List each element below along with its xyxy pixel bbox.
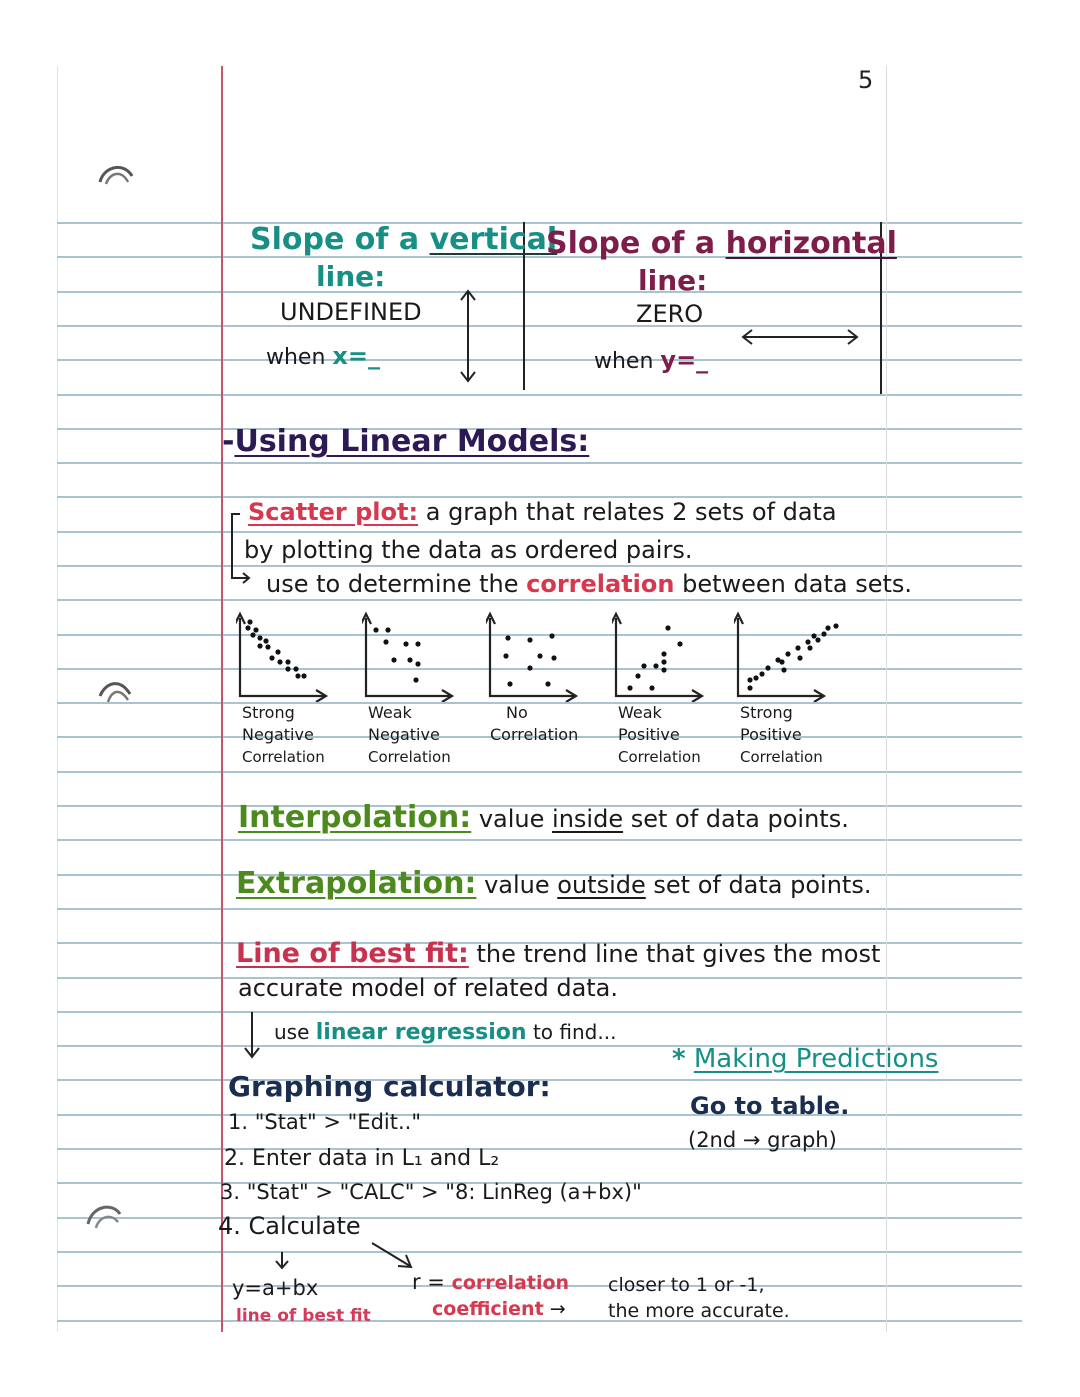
predictions-line1: Go to table. [690, 1092, 850, 1120]
horizontal-double-arrow-icon [740, 326, 860, 348]
r-note-line2: the more accurate. [608, 1300, 790, 1322]
ruled-line [57, 1320, 1022, 1322]
extrapolation-def-suffix: set of data points. [645, 871, 872, 899]
scatter-plot-label-line: Correlation [368, 748, 451, 766]
ruled-line [57, 839, 1022, 841]
scatter-plot-label-line: Correlation [242, 748, 325, 766]
extrapolation-term: Extrapolation: [236, 866, 477, 901]
scatter-plot-sketch [486, 606, 596, 702]
ruled-line [57, 325, 1022, 327]
diagonal-arrow-icon [370, 1240, 414, 1270]
ruled-line [57, 291, 1022, 293]
scatter-plot-label-line: Negative [368, 725, 440, 744]
scatter-plot-label-line: Positive [740, 725, 802, 744]
down-arrow-icon [272, 1250, 292, 1270]
ruled-line [57, 565, 1022, 567]
scatter-definition-line1 [248, 498, 837, 526]
vertical-double-arrow-icon [456, 288, 480, 384]
horizontal-condition-var: y=_ [660, 346, 709, 374]
scatter-plot-sketch [734, 606, 844, 702]
ruled-line [57, 1148, 1022, 1150]
scatter-plot-label [368, 702, 451, 768]
scatter-definition-text: a graph that relates 2 sets of data [425, 498, 837, 526]
hole-punch-icon [96, 160, 134, 190]
interpolation-def-suffix: set of data points. [623, 805, 849, 833]
extrapolation-line [236, 866, 871, 901]
right-arrow-icon: → [549, 1298, 566, 1320]
scatter-plot-label-line: Correlation [618, 748, 701, 766]
best-fit-line2: accurate model of related data. [238, 974, 619, 1002]
r-label-line2: coefficient [432, 1298, 544, 1320]
regression-equation: y=a+bx [232, 1276, 319, 1300]
best-fit-use-prefix: use [274, 1020, 316, 1044]
horizontal-slope-title-underlined: horizontal [725, 226, 897, 261]
horizontal-condition-prefix: when [594, 349, 661, 374]
interpolation-term: Interpolation: [238, 800, 472, 835]
extrapolation-def-underlined: outside [557, 871, 646, 899]
ruled-line [57, 908, 1022, 910]
page-number: 5 [858, 66, 874, 94]
scatter-plot-label-line: Correlation [740, 748, 823, 766]
vertical-slope-title-line2: line: [316, 260, 386, 293]
down-arrow-icon [242, 1010, 262, 1060]
scatter-plot-label-line: Negative [242, 725, 314, 744]
ruled-line [57, 359, 1022, 361]
scatter-plot-label [490, 702, 579, 746]
scatter-term: Scatter plot: [248, 498, 419, 526]
scatter-plot-sketch [236, 606, 346, 702]
calculator-step-3: 3. "Stat" > "CALC" > "8: LinReg (a+bx)" [220, 1180, 642, 1204]
correlation-coefficient-line1 [412, 1270, 569, 1294]
ruled-line [57, 599, 1022, 601]
horizontal-slope-title-line2: line: [638, 264, 708, 297]
extrapolation-def-prefix: value [484, 871, 558, 899]
horizontal-slope-value: ZERO [636, 300, 704, 328]
section-bullet: - [222, 424, 235, 459]
scatter-plot-sketch [612, 606, 722, 702]
star-icon: * [672, 1044, 686, 1074]
interpolation-def-underlined: inside [552, 805, 624, 833]
scatter-plot-label-line: Weak [618, 703, 662, 722]
scatter-plot-label [740, 702, 823, 768]
margin-line [221, 66, 223, 1332]
vertical-slope-title-underlined: vertical [429, 222, 558, 257]
hole-punch-icon [84, 1200, 122, 1230]
scatter-plot-label-line: Strong [242, 703, 295, 722]
ruled-line [57, 1011, 1022, 1013]
best-fit-def-line1: the trend line that gives the most [476, 940, 881, 968]
calculator-heading: Graphing calculator: [228, 1070, 551, 1103]
scatter-plot-label-line: Strong [740, 703, 793, 722]
scatter-use-suffix: between data sets. [674, 570, 913, 598]
vertical-condition-var: x=_ [332, 342, 381, 370]
ruled-line [57, 394, 1022, 396]
ruled-line [57, 462, 1022, 464]
section-heading-text: Using Linear Models: [234, 424, 590, 459]
vertical-slope-title-prefix: Slope of a [250, 222, 430, 257]
ruled-line [57, 1251, 1022, 1253]
calculator-step-2: 2. Enter data in L₁ and L₂ [224, 1146, 500, 1171]
scatter-plot-label-line: No [506, 703, 528, 722]
best-fit-use-suffix: to find... [526, 1020, 617, 1044]
scatter-plot-sketch [362, 606, 472, 702]
correlation-coefficient-line2 [432, 1298, 566, 1320]
ruled-line [57, 1217, 1022, 1219]
scatter-use-highlight: correlation [526, 570, 675, 598]
ruled-line [57, 531, 1022, 533]
vertical-slope-title [250, 222, 557, 257]
horizontal-slope-title [546, 226, 897, 261]
vertical-slope-value: UNDEFINED [280, 298, 422, 326]
best-fit-use-line [274, 1020, 616, 1045]
r-prefix: r = [412, 1270, 452, 1294]
calculator-step-1: 1. "Stat" > "Edit.." [228, 1110, 421, 1134]
scatter-use-prefix: use to determine the [266, 570, 527, 598]
scatter-use-line [266, 570, 912, 598]
scatter-plot-label [618, 702, 701, 768]
predictions-heading-text: Making Predictions [693, 1044, 939, 1074]
scatter-plot-label-line: Correlation [490, 725, 579, 744]
r-note-line1: closer to 1 or -1, [608, 1274, 765, 1296]
interpolation-def-prefix: value [478, 805, 553, 833]
r-label-line1: correlation [451, 1272, 570, 1294]
scatter-definition-line2: by plotting the data as ordered pairs. [244, 536, 693, 564]
hole-punch-icon [96, 676, 134, 706]
vertical-slope-condition [266, 342, 380, 370]
regression-equation-label: line of best fit [236, 1306, 371, 1326]
section-heading [222, 424, 589, 459]
scatter-plot-label-line: Weak [368, 703, 412, 722]
scatter-plot-label [242, 702, 325, 768]
interpolation-line [238, 800, 849, 835]
ruled-line [57, 771, 1022, 773]
horizontal-slope-title-prefix: Slope of a [546, 226, 726, 261]
predictions-line2: (2nd → graph) [688, 1128, 837, 1152]
vertical-condition-prefix: when [266, 345, 333, 370]
best-fit-line1 [236, 938, 880, 969]
ruled-line [57, 1114, 1022, 1116]
predictions-heading [672, 1044, 938, 1074]
best-fit-term: Line of best fit: [236, 938, 469, 969]
calculator-step-4: 4. Calculate [218, 1212, 361, 1240]
horizontal-slope-condition [594, 346, 708, 374]
scatter-plot-label-line: Positive [618, 725, 680, 744]
best-fit-use-highlight: linear regression [315, 1020, 527, 1045]
